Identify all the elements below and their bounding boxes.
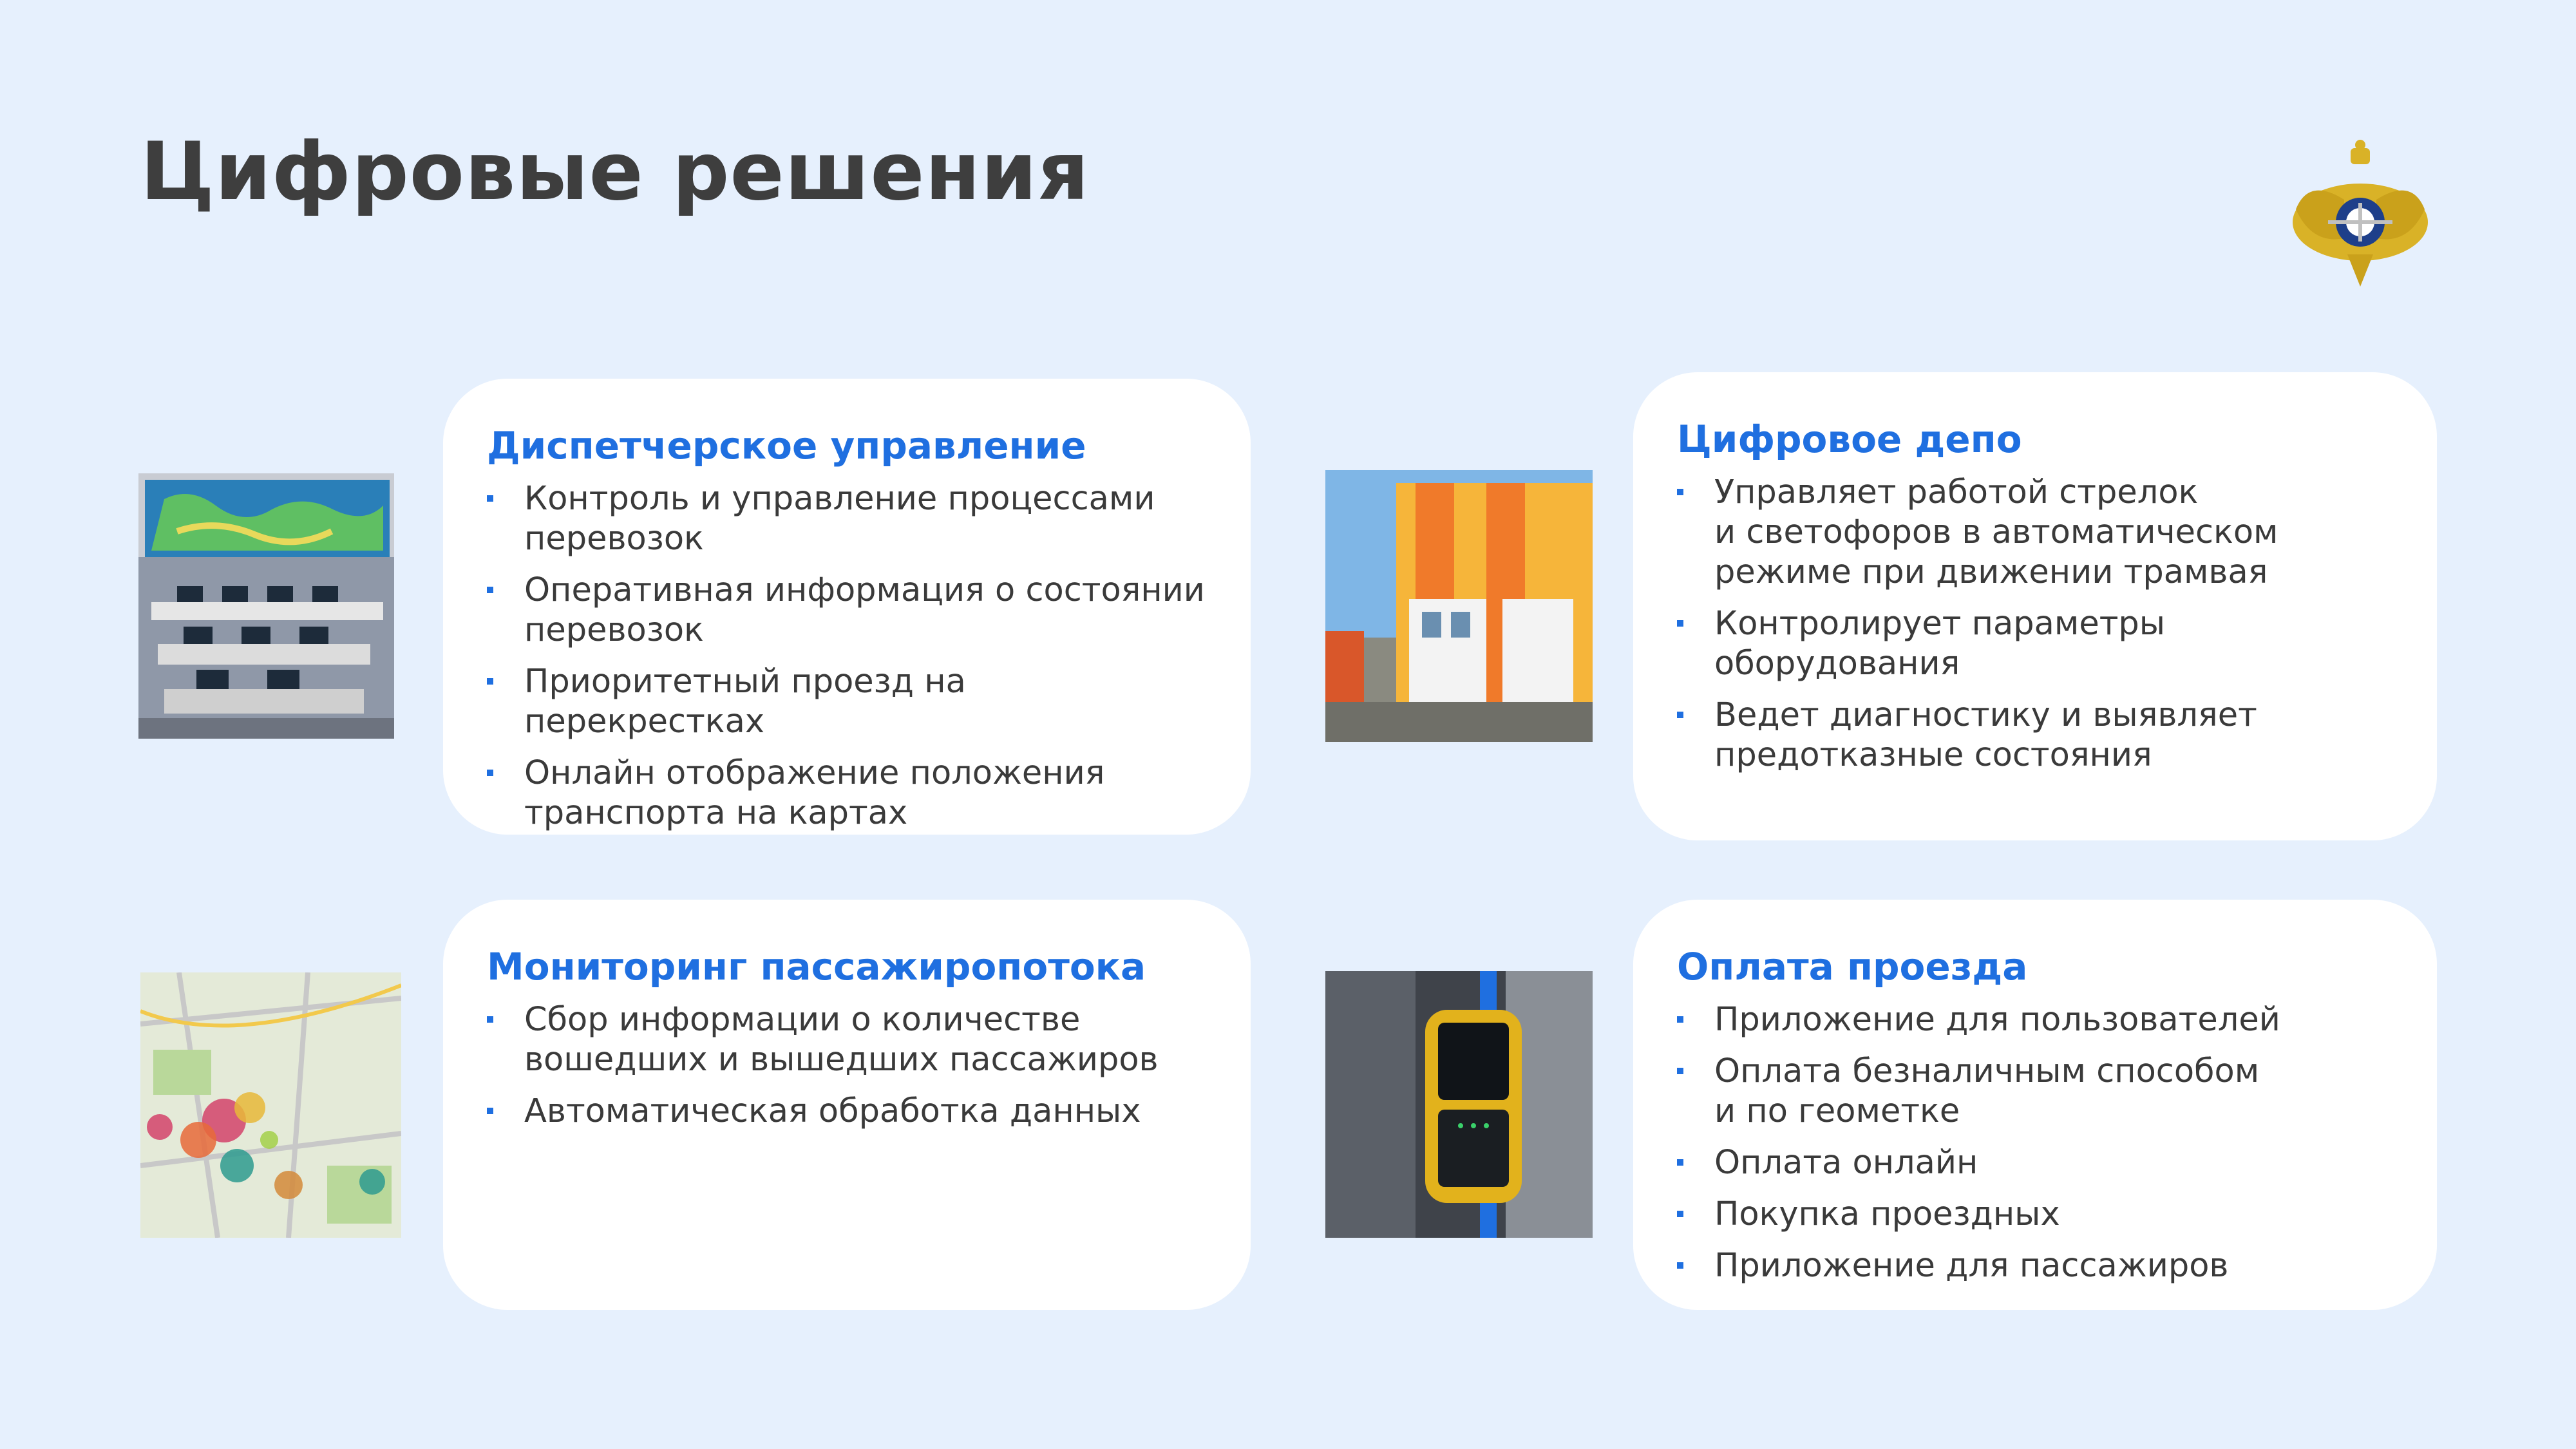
tram-depot-photo	[1325, 470, 1593, 742]
payment-validator-photo	[1325, 971, 1593, 1238]
list-item: Приложение для пассажиров	[1677, 1246, 2398, 1286]
card-dispatch-control	[443, 379, 1251, 835]
list-item: Управляет работой стрелок и светофоров в автоматическом режиме при движении трамвая	[1677, 473, 2398, 592]
list-item: Приложение для пользователей	[1677, 1000, 2398, 1040]
list-item: Оперативная информация о состоянии перевозок	[487, 571, 1212, 650]
card-title: Оплата проезда	[1677, 945, 2028, 989]
double-headed-eagle-emblem	[2283, 132, 2438, 293]
bullet-list	[1677, 1000, 2398, 1286]
list-item: Покупка проездных	[1677, 1195, 2398, 1235]
bullet-list	[1677, 473, 2398, 775]
card-passenger-monitoring	[443, 900, 1251, 1310]
bullet-list	[487, 479, 1212, 833]
card-title: Диспетчерское управление	[487, 424, 1086, 468]
list-item: Ведет диагностику и выявляет предотказные состояния	[1677, 696, 2398, 775]
list-item: Оплата безналичным способом и по геометке	[1677, 1052, 2398, 1132]
passenger-heatmap-photo	[140, 972, 401, 1238]
card-fare-payment	[1633, 900, 2437, 1310]
list-item: Сбор информации о количестве вошедших и вышедших пассажиров	[487, 1000, 1212, 1080]
card-title: Мониторинг пассажиропотока	[487, 945, 1146, 989]
list-item: Оплата онлайн	[1677, 1143, 2398, 1183]
card-title: Цифровое депо	[1677, 417, 2022, 461]
list-item: Контролирует параметры оборудования	[1677, 604, 2398, 684]
bullet-list	[487, 1000, 1212, 1132]
list-item: Контроль и управление процессами перевозок	[487, 479, 1212, 559]
list-item: Онлайн отображение положения транспорта на картах	[487, 753, 1212, 833]
page-title: Цифровые решения	[140, 126, 1090, 218]
list-item: Автоматическая обработка данных	[487, 1092, 1212, 1132]
card-digital-depot	[1633, 372, 2437, 840]
control-room-photo	[138, 473, 394, 739]
list-item: Приоритетный проезд на перекрестках	[487, 662, 1212, 742]
